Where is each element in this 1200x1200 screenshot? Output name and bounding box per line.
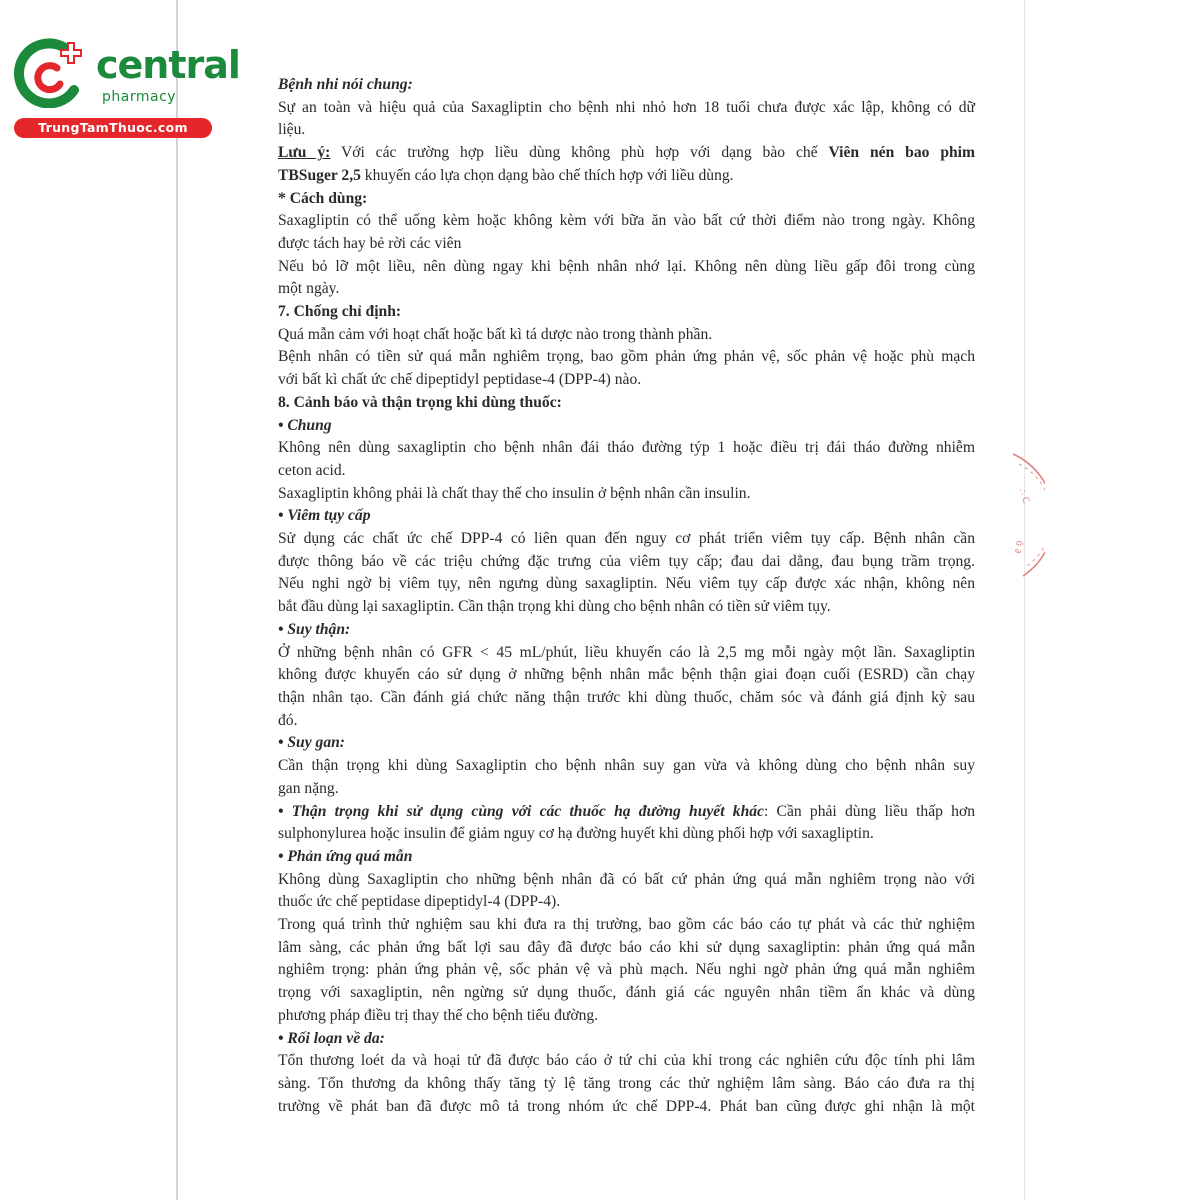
paragraph-line: Không nên dùng saxagliptin cho bệnh nhân đái tháo đường týp 1 hoặc điều trị đái tháo đường nhiễm [278, 439, 975, 457]
note-line [278, 165, 975, 188]
paragraph-line: bắt đầu dùng lại saxagliptin. Cần thận trọng khi dùng cho bệnh nhân có tiền sử viêm tụy. [278, 598, 831, 616]
paragraph-line: Nếu bỏ lỡ một liều, nên dùng ngay khi bệnh nhân nhớ lại. Không nên dùng liều gấp đôi trong cùng [278, 257, 975, 275]
subheading-renal: • Suy thận: [278, 620, 351, 638]
heading-warnings: 8. Cảnh báo và thận trọng khi dùng thuốc: [278, 393, 562, 411]
paragraph-line: lâm sàng, các phản ứng bất lợi sau đây đã được báo cáo khi sử dụng saxagliptin: phản ứng quá mẫn [278, 938, 975, 956]
paragraph-line: được thông báo về các triệu chứng đặc trưng của viêm tụy cấp; đau dai dẳng, đau bụng trầm trọng. [278, 552, 975, 570]
pharmacy-cross-icon [10, 38, 88, 108]
paragraph-line: được tách hay bẻ rời các viên [278, 234, 462, 252]
paragraph-line: với bất kì chất ức chế dipeptidyl peptidase-4 (DPP-4) nào. [278, 371, 642, 389]
subheading-hepatic: • Suy gan: [278, 734, 345, 752]
paragraph-line: gan nặng. [278, 779, 339, 797]
paragraph-line: trường về phát ban đã được mô tả trong nhóm ức chế DPP-4. Phát ban cũng được ghi nhận là một [278, 1097, 975, 1115]
paragraph-line: Nếu nghi ngờ bị viêm tụy, nên ngưng dùng saxagliptin. Nếu viêm tụy cấp được xác nhận, không nên [278, 575, 975, 593]
svg-text:∴ C: ∴ C [1016, 487, 1031, 506]
paragraph-line: Saxagliptin không phải là chất thay thế cho insulin ở bệnh nhân cần insulin. [278, 484, 751, 502]
paragraph-line: đó. [278, 711, 298, 729]
note-product: Viên nén bao phim [828, 144, 975, 162]
note-label: Lưu ý: [278, 144, 331, 162]
paragraph-line: một ngày. [278, 280, 340, 298]
paragraph-line: Bệnh nhân có tiền sử quá mẫn nghiêm trọng, bao gồm phản ứng phản vệ, sốc phản vệ hoặc phù mạch [278, 348, 975, 366]
heading-usage: * Cách dùng: [278, 189, 368, 207]
paragraph-line: Sự an toàn và hiệu quả của Saxagliptin cho bệnh nhi nhỏ hơn 18 tuổi chưa được xác lập, không có dữ [278, 98, 975, 116]
logo-brand-text: central [96, 43, 240, 87]
subheading-general: • Chung [278, 416, 332, 434]
note-line [278, 142, 975, 165]
paragraph-line: Cần thận trọng khi dùng Saxagliptin cho bệnh nhân suy gan vừa và không dùng cho bệnh nhân suy [278, 757, 975, 775]
paragraph-line: ceton acid. [278, 461, 346, 479]
paragraph-line: phương pháp điều trị thay thế cho bệnh tiểu đường. [278, 1006, 599, 1024]
paragraph-line: Ở những bệnh nhân có GFR < 45 mL/phút, liều khuyến cáo là 2,5 mg mỗi ngày một lần. Saxagliptin [278, 643, 975, 661]
document-body [278, 74, 975, 1118]
paragraph-line: không được khuyến cáo sử dụng ở những bệnh nhân mắc bệnh thận giai đoạn cuối (ESRD) cần chạy [278, 666, 975, 684]
paragraph-line: sulphonylurea hoặc insulin để giảm nguy cơ hạ đường huyết khi dùng phối hợp với saxagliptin. [278, 825, 874, 843]
red-stamp-fragment [1005, 450, 1045, 580]
page-edge-left [176, 0, 178, 1200]
paragraph-line: sàng. Tổn thương da không thấy tăng tỷ lệ tăng trong các thử nghiệm lâm sàng. Báo cáo đưa ra thị [278, 1074, 975, 1092]
subheading-hypersensitivity: • Phản ứng quá mẫn [278, 847, 413, 865]
paragraph-line: Trong quá trình thử nghiệm sau khi đưa ra thị trường, bao gồm các báo cáo tự phát và các thử nghiệm [278, 916, 975, 934]
heading-contraindications: 7. Chống chỉ định: [278, 303, 402, 321]
note-text: khuyến cáo lựa chọn dạng bào chế thích hợp với liều dùng. [360, 166, 734, 184]
subheading-pancreatitis: • Viêm tụy cấp [278, 507, 371, 525]
paragraph-line: Tổn thương loét da và hoại tử đã được báo cáo ở tứ chi của khỉ trong các nghiên cứu độc tính phi lâm [278, 1052, 975, 1070]
svg-text:ö ∂: ö ∂ [1011, 539, 1024, 555]
paragraph-line: thuốc ức chế peptidase dipeptidyl-4 (DPP-4). [278, 893, 561, 911]
logo-sub-text: pharmacy [102, 89, 177, 105]
paragraph-line: nghiêm trọng: phản ứng phản vệ, sốc phản vệ và phù mạch. Nếu nghi ngờ phản ứng quá mẫn nghiêm [278, 961, 975, 979]
paragraph-line: liệu. [278, 121, 306, 139]
subheading-skin: • Rối loạn về da: [278, 1029, 385, 1047]
central-pharmacy-logo[interactable] [10, 38, 240, 138]
paragraph-line: Không dùng Saxagliptin cho những bệnh nhân đã có bất cứ phản ứng quá mẫn nghiêm trọng nào với [278, 870, 975, 888]
paragraph-line: trọng với saxagliptin, nên ngừng sử dụng thuốc, đánh giá các nguyên nhân tiềm ẩn khác và dùng [278, 984, 975, 1002]
paragraph-line: Quá mẫn cảm với hoạt chất hoặc bất kì tá dược nào trong thành phần. [278, 325, 713, 343]
paragraph-line: thận nhân tạo. Cần đánh giá chức năng thận trước khi dùng thuốc, chăm sóc và đánh giá định kỳ sau [278, 688, 975, 706]
paragraph-line: Saxagliptin có thể uống kèm hoặc không kèm với bữa ăn vào bất cứ thời điểm nào trong ngày. Không [278, 212, 975, 230]
note-product-name: TBSuger 2,5 [278, 166, 361, 184]
heading-pediatric: Bệnh nhi nói chung: [278, 76, 413, 93]
page-edge-right [1024, 0, 1025, 1200]
paragraph-text: : Cần phải dùng liều thấp hơn [763, 802, 975, 820]
note-text: Với các trường hợp liều dùng không phù hợp với dạng bào chế [330, 144, 829, 162]
paragraph-line: Sử dụng các chất ức chế DPP-4 có liên quan đến nguy cơ phát triển viêm tụy cấp. Bệnh nhân cần [278, 530, 975, 548]
paragraph-line [278, 801, 975, 824]
subheading-hypoglycemic: • Thận trọng khi sử dụng cùng với các thuốc hạ đường huyết khác [278, 802, 764, 820]
logo-site-link[interactable]: TrungTamThuoc.com [14, 118, 212, 138]
